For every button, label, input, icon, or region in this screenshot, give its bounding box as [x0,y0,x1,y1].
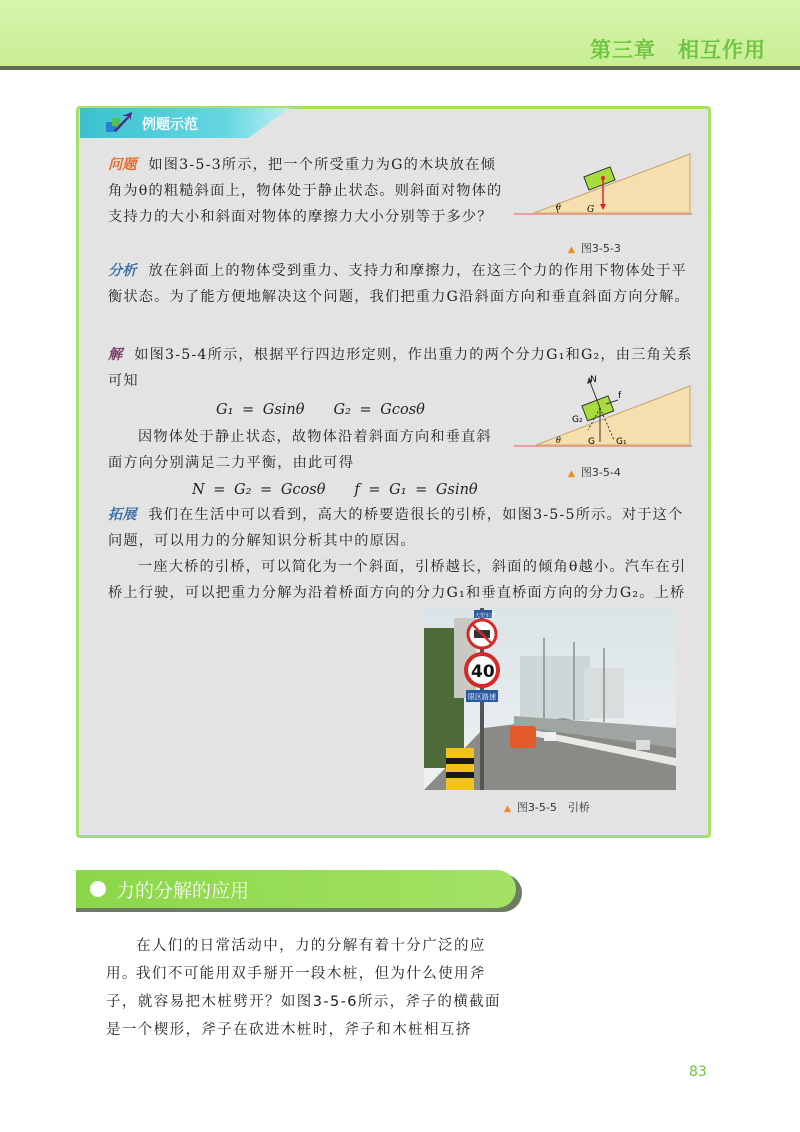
svg-text:θ: θ [556,436,561,445]
triangle-icon: ▲ [504,804,511,814]
header-divider [0,66,800,70]
extension-text-2-wrap [108,554,418,800]
solution-text-2: 因物体处于静止状态，故物体沿着斜面方向和垂直斜面方向分别满足二力平衡，由此可得 [108,429,492,471]
triangle-icon: ▲ [568,469,575,479]
example-tab [80,108,290,138]
svg-text:G: G [588,437,595,447]
svg-text:N: N [590,375,597,385]
svg-text:G₁: G₁ [616,437,627,447]
extension-paragraph [108,502,694,554]
bullet-icon [90,881,106,897]
body-paragraph-2: 我们不可能用双手掰开一段木桩，但为什么使用斧子，就容易把木桩劈开？如图3-5-6所示，斧子的横截面是一个楔形，斧子在砍进木桩时，斧子和木桩相互挤 [106,966,501,1038]
section-title: 力的分解的应用 [116,880,250,902]
page-number: 83 [689,1064,707,1080]
problem-paragraph [108,152,504,230]
body-paragraph-1: 在人们的日常活动中，力的分解有着十分广泛的应用。 [106,938,486,982]
analysis-tag: 分析 [108,263,137,279]
barrier [446,748,474,790]
theta-label: θ [556,203,561,212]
svg-text:限区路速: 限区路速 [468,693,496,701]
analysis-paragraph [108,258,694,310]
building [520,656,590,720]
g-label: G [587,205,595,215]
equation-2: N = G₂ = Gcosθ f = G₁ = Gsinθ [192,482,478,498]
analysis-text: 放在斜面上的物体受到重力、支持力和摩擦力，在这三个力的作用下物体处于平衡状态。为了能方便地解决这个问题，我们把重力G沿斜面方向和垂直斜面方向分解。 [108,263,690,305]
figure-3-5-5-photo [424,608,676,790]
chapter-title: 第三章 相互作用 [590,38,766,62]
car [510,726,536,748]
figure-3-5-3 [514,150,692,230]
triangle-icon: ▲ [568,245,575,255]
figure-3-5-5-caption: ▲ 图3-5-5 引桥 [504,801,590,814]
problem-text: 如图3-5-3所示，把一个所受重力为G的木块放在倾角为θ的粗糙斜面上，物体处于静止状态。则斜面对物体的支持力的大小和斜面对物体的摩擦力大小分别等于多少？ [108,157,503,225]
example-tab-label: 例题示范 [142,117,198,133]
svg-text:大型车道: 大型车道 [475,613,496,619]
figure-3-5-3-caption: ▲ 图3-5-3 [568,242,621,255]
extension-text: 我们在生活中可以看到，高大的桥要造很长的引桥，如图3-5-5所示。对于这个问题，可以用力的分解知识分析其中的原因。 [108,507,684,549]
solution-text: 如图3-5-4所示，根据平行四边形定则，作出重力的两个分力G₁和G₂，由三角关系可知 [108,347,693,389]
problem-tag: 问题 [108,157,137,173]
svg-text:G₂: G₂ [572,415,583,425]
extension-tag: 拓展 [108,507,137,523]
svg-text:40: 40 [471,662,495,682]
equation-1: G₁ = Gsinθ G₂ = Gcosθ [216,402,425,418]
svg-text:f: f [618,391,622,401]
extension-text-2-line: 一座大桥的引桥，可以简化为一个斜面，引桥越长，斜面的倾角θ越小。汽车在引桥上行驶，可以把重力分解为沿着桥面方向的分力G₁和垂直桥面方向的分力G₂。上桥 [108,559,687,601]
figure-3-5-4 [514,372,692,454]
solution-tag: 解 [108,347,123,363]
arrow-icon [104,112,134,134]
figure-3-5-4-caption: ▲ 图3-5-4 [568,466,621,479]
